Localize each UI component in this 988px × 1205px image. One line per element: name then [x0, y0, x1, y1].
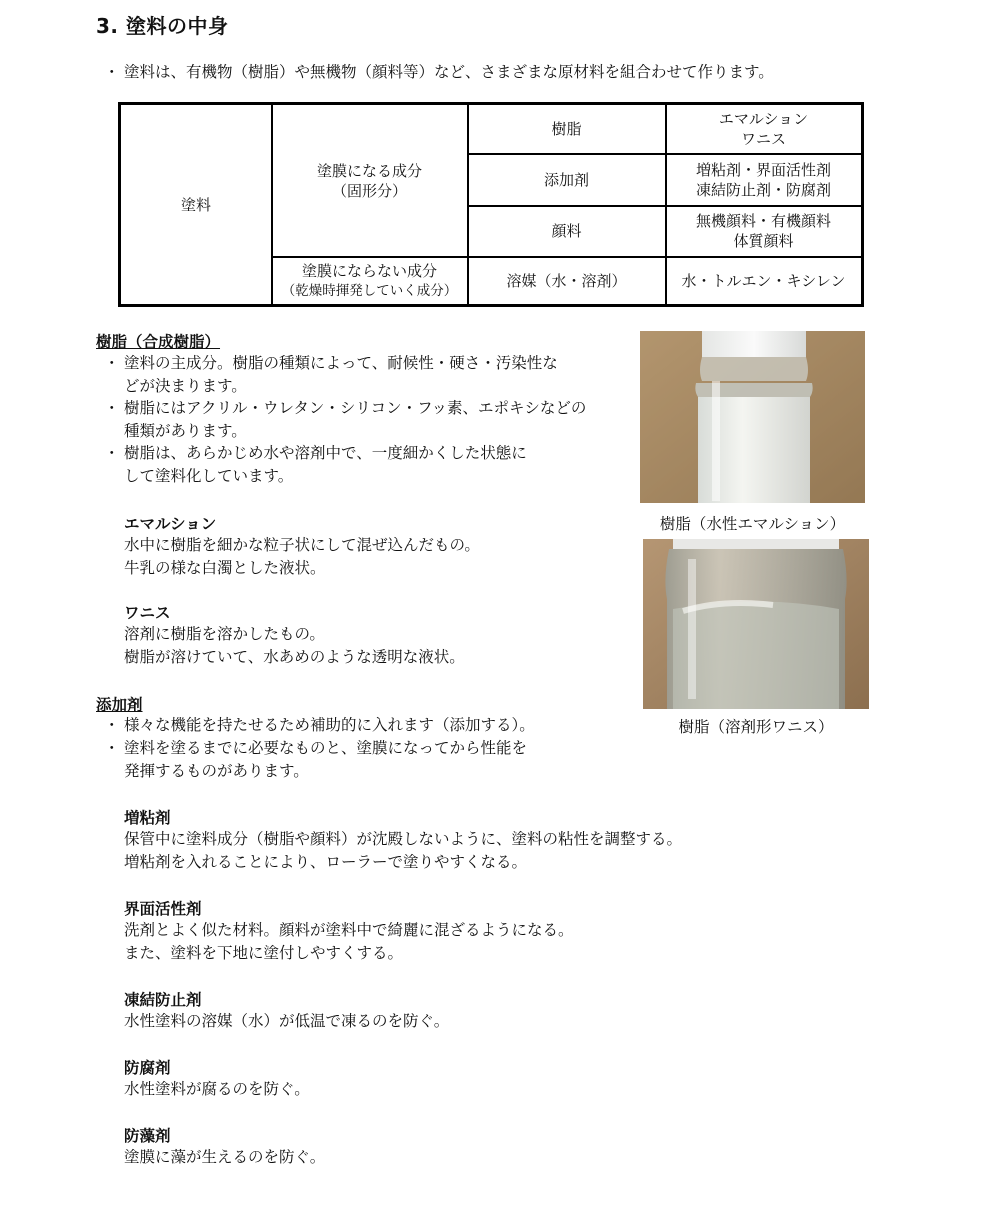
varnish-title: ワニス: [124, 604, 171, 622]
varnish-bottle-photo: [643, 539, 869, 709]
cell-additive: 添加剤: [543, 170, 589, 189]
antifreeze-block: 凍結防止剤 水性塗料の溶媒（水）が低温で凍るのを防ぐ。: [124, 991, 450, 1030]
emulsion-block: エマルション 水中に樹脂を細かな粒子状にして混ぜ込んだもの。 牛乳の様な白濁とした液状。: [124, 512, 480, 579]
resin-bullet-3: ・ 樹脂は、あらかじめ水や溶剤中で、一度細かくした状態に して塗料化しています。: [104, 444, 527, 485]
intro-text: 塗料は、有機物（樹脂）や無機物（顔料等）など、さまざまな原材料を組合わせて作ります。: [124, 63, 774, 81]
preservative-block: 防腐剤 水性塗料が腐るのを防ぐ。: [124, 1059, 310, 1098]
cell-pigment-examples: 無機顔料・有機顔料 体質顔料: [695, 212, 831, 250]
cell-solvent: 溶媒（水・溶剤）: [506, 271, 627, 290]
algaecide-block: 防藻剤 塗膜に藻が生えるのを防ぐ。: [124, 1127, 326, 1166]
thickener-block: 増粘剤 保管中に塗料成分（樹脂や顔料）が沈殿しないように、塗料の粘性を調整する。 増粘剤を入れることにより、ローラーで塗りやすくなる。: [124, 809, 683, 871]
emulsion-title: エマルション: [124, 515, 217, 533]
cell-resin-examples: エマルション ワニス: [718, 110, 809, 148]
cell-solvent-examples: 水・トルエン・キシレン: [681, 271, 846, 290]
cell-solid-component: 塗膜になる成分 （固形分）: [316, 161, 422, 200]
cell-additive-examples: 増粘剤・界面活性剤 凍結防止剤・防腐剤: [695, 160, 831, 199]
page-title: 3. 塗料の中身: [96, 14, 229, 38]
varnish-block: ワニス 溶剤に樹脂を溶かしたもの。 樹脂が溶けていて、水あめのような透明な液状。: [124, 601, 465, 668]
resin-heading: 樹脂（合成樹脂）: [96, 333, 221, 351]
intro-line: [104, 60, 774, 82]
cell-nonsolid-component: 塗膜にならない成分 （乾燥時揮発していく成分）: [281, 261, 458, 299]
varnish-photo-caption: 樹脂（溶剤形ワニス）: [678, 718, 834, 736]
cell-pigment: 顔料: [551, 222, 582, 240]
surfactant-block: 界面活性剤 洗剤とよく似た材料。顔料が塗料中で綺麗に混ざるようになる。 また、塗料を下地に塗付しやすくする。: [124, 900, 574, 962]
resin-bullet-2: ・ 樹脂にはアクリル・ウレタン・シリコン・フッ素、エポキシなどの 種類があります。: [104, 399, 587, 440]
resin-bullet-1: ・ 塗料の主成分。樹脂の種類によって、耐候性・硬さ・汚染性な どが決まります。: [104, 354, 558, 395]
cell-resin: 樹脂: [551, 120, 582, 138]
additive-heading: 添加剤: [96, 696, 143, 714]
cell-paint: 塗料: [180, 195, 211, 214]
additive-bullet-1: ・ 様々な機能を持たせるため補助的に入れます（添加する）。: [104, 716, 535, 734]
bullet-mark: ・: [104, 63, 120, 81]
composition-table: [118, 102, 864, 307]
additive-bullet-2: ・ 塗料を塗るまでに必要なものと、塗膜になってから性能を 発揮するものがあります。: [104, 739, 528, 780]
emulsion-photo-caption: 樹脂（水性エマルション）: [659, 515, 846, 533]
emulsion-bottle-photo: [640, 331, 865, 503]
